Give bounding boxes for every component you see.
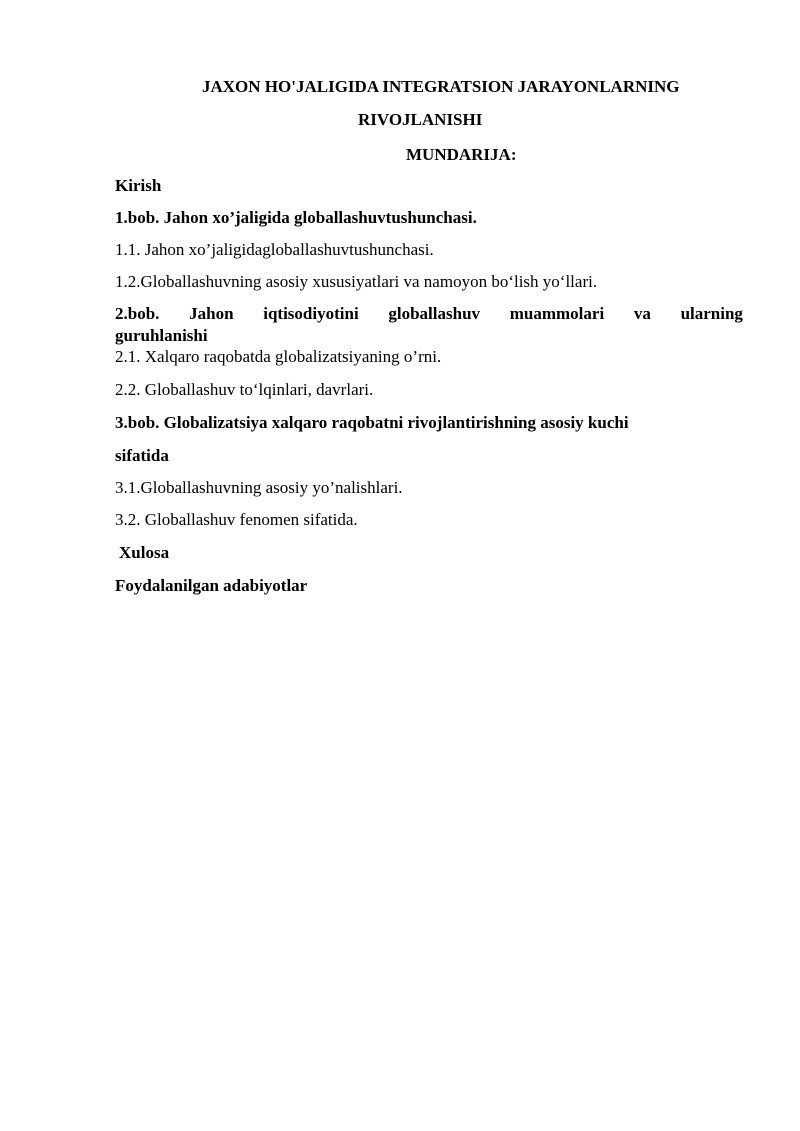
contents-heading: MUNDARIJA: bbox=[406, 145, 517, 164]
toc-chapter-2-word: muammolari bbox=[509, 304, 605, 323]
toc-chapter-1: 1.bob. Jahon xo’jaligida globallashuvtushunchasi. bbox=[115, 208, 477, 227]
toc-section-2-1: 2.1. Xalqaro raqobatda globalizatsiyaning o’rni. bbox=[115, 347, 442, 366]
toc-chapter-2-word: iqtisodiyotini bbox=[263, 304, 359, 323]
toc-section-1-2: 1.2.Globallashuvning asosiy xususiyatlari va namoyon bo‘lish yo‘llari. bbox=[115, 272, 598, 291]
toc-section-1-1: 1.1. Jahon xo’jaligidagloballashuvtushunchasi. bbox=[115, 240, 434, 259]
toc-section-2-2: 2.2. Globallashuv to‘lqinlari, davrlari. bbox=[115, 380, 374, 399]
toc-chapter-2-word: globallashuv bbox=[388, 304, 481, 323]
document-title-line-2: RIVOJLANISHI bbox=[358, 110, 483, 129]
toc-section-3-1: 3.1.Globallashuvning asosiy yo’nalishlari. bbox=[115, 478, 403, 497]
toc-chapter-2-word: Jahon bbox=[189, 304, 234, 323]
toc-conclusion: Xulosa bbox=[119, 543, 170, 562]
toc-references: Foydalanilgan adabiyotlar bbox=[115, 576, 308, 595]
toc-chapter-2-word: ularning bbox=[680, 304, 743, 323]
document-title-line-1: JAXON HO'JALIGIDA INTEGRATSION JARAYONLARNING bbox=[202, 77, 680, 96]
toc-intro: Kirish bbox=[115, 176, 162, 195]
toc-chapter-3-line-2: sifatida bbox=[115, 446, 169, 465]
toc-chapter-2-line-1 bbox=[115, 304, 743, 324]
toc-section-3-2: 3.2. Globallashuv fenomen sifatida. bbox=[115, 510, 358, 529]
toc-chapter-2-word: 2.bob. bbox=[115, 304, 160, 323]
toc-chapter-2-line-2: guruhlanishi bbox=[115, 326, 208, 345]
toc-chapter-3-line-1: 3.bob. Globalizatsiya xalqaro raqobatni rivojlantirishning asosiy kuchi bbox=[115, 413, 629, 432]
toc-chapter-2-word: va bbox=[633, 304, 651, 323]
